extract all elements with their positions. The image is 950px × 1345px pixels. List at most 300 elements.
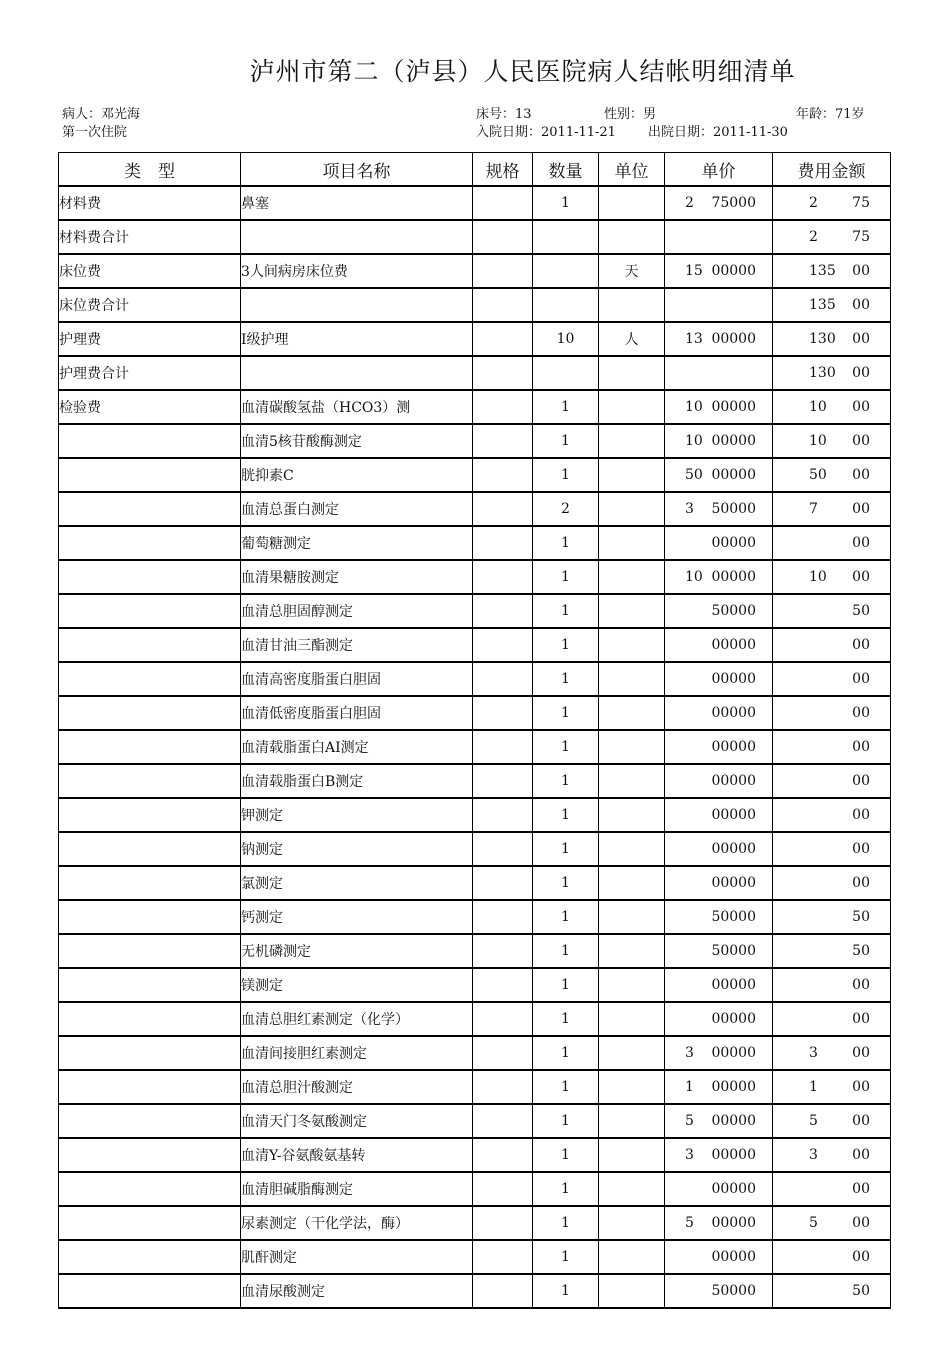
cell-item-name: 氯测定 bbox=[241, 866, 473, 900]
cell-qty: 1 bbox=[533, 1070, 599, 1104]
table-row bbox=[59, 1138, 891, 1172]
cell-item-name bbox=[241, 220, 473, 254]
cell-unit-price bbox=[665, 254, 773, 288]
price-integer: 5 bbox=[685, 1113, 694, 1129]
cell-type bbox=[59, 696, 241, 730]
cell-spec bbox=[473, 1206, 533, 1240]
cell-type bbox=[59, 424, 241, 458]
amount-fraction: 00 bbox=[852, 1249, 870, 1265]
cell-unit bbox=[599, 560, 665, 594]
table-row bbox=[59, 1070, 891, 1104]
price-fraction: 00000 bbox=[711, 433, 756, 449]
cell-type bbox=[59, 1274, 241, 1308]
cell-type bbox=[59, 1002, 241, 1036]
table-row bbox=[59, 186, 891, 220]
price-fraction: 00000 bbox=[711, 399, 756, 415]
cell-spec bbox=[473, 696, 533, 730]
cell-unit bbox=[599, 968, 665, 1002]
cell-item-name: 尿素测定（干化学法，酶） bbox=[241, 1206, 473, 1240]
cell-spec bbox=[473, 1002, 533, 1036]
cell-item-name: 鼻塞 bbox=[241, 186, 473, 220]
cell-type bbox=[59, 1172, 241, 1206]
cell-qty: 1 bbox=[533, 1274, 599, 1308]
cell-unit bbox=[599, 628, 665, 662]
cell-unit bbox=[599, 220, 665, 254]
amount-integer: 5 bbox=[809, 1113, 818, 1129]
header-unit: 单位 bbox=[599, 153, 665, 187]
patient-name: 病人：邓光海 bbox=[62, 107, 141, 122]
cell-amount bbox=[773, 1206, 891, 1240]
amount-fraction: 00 bbox=[852, 739, 870, 755]
cell-unit-price bbox=[665, 900, 773, 934]
cell-amount bbox=[773, 254, 891, 288]
amount-integer: 3 bbox=[809, 1147, 818, 1163]
cell-item-name: 血清Y-谷氨酸氨基转 bbox=[241, 1138, 473, 1172]
cell-unit bbox=[599, 1206, 665, 1240]
cell-amount bbox=[773, 832, 891, 866]
cell-qty: 1 bbox=[533, 1206, 599, 1240]
cell-amount bbox=[773, 866, 891, 900]
cell-type bbox=[59, 1138, 241, 1172]
price-fraction: 00000 bbox=[711, 671, 756, 687]
price-fraction: 00000 bbox=[711, 977, 756, 993]
cell-amount bbox=[773, 1104, 891, 1138]
cell-spec bbox=[473, 1172, 533, 1206]
cell-amount bbox=[773, 322, 891, 356]
amount-integer: 10 bbox=[809, 399, 827, 415]
cell-type bbox=[59, 934, 241, 968]
cell-spec bbox=[473, 560, 533, 594]
cell-qty bbox=[533, 356, 599, 390]
amount-fraction: 00 bbox=[852, 977, 870, 993]
amount-fraction: 00 bbox=[852, 705, 870, 721]
cell-qty: 10 bbox=[533, 322, 599, 356]
cell-amount bbox=[773, 934, 891, 968]
cell-qty: 1 bbox=[533, 594, 599, 628]
cell-qty: 1 bbox=[533, 900, 599, 934]
price-integer: 2 bbox=[685, 195, 694, 211]
price-fraction: 00000 bbox=[711, 1215, 756, 1231]
cell-amount bbox=[773, 220, 891, 254]
cell-item-name: 血清载脂蛋白AI测定 bbox=[241, 730, 473, 764]
cell-spec bbox=[473, 730, 533, 764]
cell-unit-price bbox=[665, 220, 773, 254]
price-integer: 3 bbox=[685, 1045, 694, 1061]
bill-table bbox=[58, 152, 891, 1309]
cell-qty: 1 bbox=[533, 968, 599, 1002]
cell-qty: 1 bbox=[533, 1172, 599, 1206]
amount-integer: 7 bbox=[809, 501, 818, 517]
cell-unit-price bbox=[665, 1206, 773, 1240]
amount-fraction: 75 bbox=[852, 195, 870, 211]
price-fraction: 00000 bbox=[711, 263, 756, 279]
cell-amount bbox=[773, 356, 891, 390]
cell-item-name: 血清果糖胺测定 bbox=[241, 560, 473, 594]
cell-unit bbox=[599, 492, 665, 526]
cell-item-name: 肌酐测定 bbox=[241, 1240, 473, 1274]
table-header-row bbox=[59, 153, 891, 187]
cell-spec bbox=[473, 934, 533, 968]
amount-integer: 10 bbox=[809, 569, 827, 585]
price-fraction: 00000 bbox=[711, 467, 756, 483]
cell-type bbox=[59, 798, 241, 832]
cell-amount bbox=[773, 730, 891, 764]
table-row bbox=[59, 1206, 891, 1240]
price-fraction: 00000 bbox=[711, 1045, 756, 1061]
cell-qty: 1 bbox=[533, 424, 599, 458]
cell-spec bbox=[473, 662, 533, 696]
cell-unit bbox=[599, 1036, 665, 1070]
price-fraction: 00000 bbox=[711, 569, 756, 585]
patient-gender: 性别：男 bbox=[604, 107, 657, 122]
amount-fraction: 50 bbox=[852, 1283, 870, 1299]
price-integer: 3 bbox=[685, 501, 694, 517]
cell-unit-price bbox=[665, 730, 773, 764]
cell-unit bbox=[599, 390, 665, 424]
table-row bbox=[59, 1104, 891, 1138]
cell-qty: 1 bbox=[533, 662, 599, 696]
cell-item-name: 血清甘油三酯测定 bbox=[241, 628, 473, 662]
cell-unit-price bbox=[665, 1104, 773, 1138]
cell-qty: 1 bbox=[533, 1240, 599, 1274]
cell-type bbox=[59, 458, 241, 492]
page-title: 泸州市第二（泸县）人民医院病人结帐明细清单 bbox=[249, 57, 796, 86]
amount-fraction: 00 bbox=[852, 535, 870, 551]
table-row bbox=[59, 696, 891, 730]
cell-spec bbox=[473, 764, 533, 798]
cell-type bbox=[59, 1240, 241, 1274]
cell-unit bbox=[599, 1002, 665, 1036]
cell-spec bbox=[473, 526, 533, 560]
amount-fraction: 00 bbox=[852, 1181, 870, 1197]
cell-qty: 1 bbox=[533, 628, 599, 662]
amount-fraction: 50 bbox=[852, 909, 870, 925]
cell-item-name: 血清碳酸氢盐（HCO3）测 bbox=[241, 390, 473, 424]
table-row bbox=[59, 934, 891, 968]
cell-item-name: 3人间病房床位费 bbox=[241, 254, 473, 288]
cell-spec bbox=[473, 628, 533, 662]
price-fraction: 50000 bbox=[711, 943, 756, 959]
cell-unit bbox=[599, 1172, 665, 1206]
amount-fraction: 00 bbox=[852, 365, 870, 381]
cell-unit bbox=[599, 696, 665, 730]
cell-unit bbox=[599, 798, 665, 832]
table-row bbox=[59, 798, 891, 832]
cell-qty bbox=[533, 254, 599, 288]
cell-spec bbox=[473, 866, 533, 900]
price-integer: 13 bbox=[685, 331, 703, 347]
cell-unit-price bbox=[665, 458, 773, 492]
cell-amount bbox=[773, 968, 891, 1002]
admit-date: 入院日期：2011-11-21 bbox=[476, 125, 616, 140]
cell-unit bbox=[599, 832, 665, 866]
table-row bbox=[59, 1172, 891, 1206]
cell-qty: 1 bbox=[533, 186, 599, 220]
price-fraction: 50000 bbox=[711, 603, 756, 619]
cell-unit bbox=[599, 1070, 665, 1104]
cell-unit bbox=[599, 1138, 665, 1172]
cell-item-name: 葡萄糖测定 bbox=[241, 526, 473, 560]
cell-unit: 天 bbox=[599, 254, 665, 288]
cell-qty: 1 bbox=[533, 1002, 599, 1036]
table-row bbox=[59, 1240, 891, 1274]
cell-amount bbox=[773, 1240, 891, 1274]
cell-amount bbox=[773, 1002, 891, 1036]
cell-amount bbox=[773, 764, 891, 798]
cell-item-name: 无机磷测定 bbox=[241, 934, 473, 968]
cell-unit bbox=[599, 934, 665, 968]
cell-item-name bbox=[241, 288, 473, 322]
cell-unit-price bbox=[665, 288, 773, 322]
cell-qty: 1 bbox=[533, 730, 599, 764]
price-fraction: 50000 bbox=[711, 909, 756, 925]
cell-type bbox=[59, 900, 241, 934]
cell-unit-price bbox=[665, 1274, 773, 1308]
cell-unit-price bbox=[665, 968, 773, 1002]
cell-qty: 1 bbox=[533, 1138, 599, 1172]
cell-spec bbox=[473, 424, 533, 458]
cell-qty: 1 bbox=[533, 866, 599, 900]
table-row bbox=[59, 356, 891, 390]
cell-unit-price bbox=[665, 186, 773, 220]
cell-unit-price bbox=[665, 356, 773, 390]
cell-type bbox=[59, 1104, 241, 1138]
cell-item-name: 血清总蛋白测定 bbox=[241, 492, 473, 526]
table-row bbox=[59, 492, 891, 526]
cell-qty: 1 bbox=[533, 696, 599, 730]
amount-integer: 2 bbox=[809, 195, 818, 211]
cell-spec bbox=[473, 1138, 533, 1172]
cell-unit-price bbox=[665, 424, 773, 458]
header-qty: 数量 bbox=[533, 153, 599, 187]
cell-amount bbox=[773, 458, 891, 492]
cell-item-name: I级护理 bbox=[241, 322, 473, 356]
price-fraction: 00000 bbox=[711, 1249, 756, 1265]
cell-spec bbox=[473, 798, 533, 832]
amount-fraction: 00 bbox=[852, 875, 870, 891]
table-row bbox=[59, 628, 891, 662]
amount-fraction: 00 bbox=[852, 1147, 870, 1163]
cell-type bbox=[59, 1206, 241, 1240]
cell-type bbox=[59, 628, 241, 662]
bill-body bbox=[59, 186, 891, 1308]
cell-unit bbox=[599, 900, 665, 934]
cell-unit bbox=[599, 730, 665, 764]
amount-fraction: 00 bbox=[852, 1011, 870, 1027]
cell-type: 床位费合计 bbox=[59, 288, 241, 322]
table-row bbox=[59, 832, 891, 866]
cell-spec bbox=[473, 458, 533, 492]
table-row bbox=[59, 764, 891, 798]
cell-unit-price bbox=[665, 560, 773, 594]
price-integer: 10 bbox=[685, 433, 703, 449]
cell-item-name: 血清5核苷酸酶测定 bbox=[241, 424, 473, 458]
cell-item-name: 血清总胆固醇测定 bbox=[241, 594, 473, 628]
cell-amount bbox=[773, 288, 891, 322]
amount-fraction: 00 bbox=[852, 297, 870, 313]
header-spec: 规格 bbox=[473, 153, 533, 187]
table-row bbox=[59, 968, 891, 1002]
cell-unit bbox=[599, 594, 665, 628]
price-integer: 50 bbox=[685, 467, 703, 483]
price-fraction: 00000 bbox=[711, 875, 756, 891]
cell-type: 护理费合计 bbox=[59, 356, 241, 390]
cell-type: 材料费合计 bbox=[59, 220, 241, 254]
table-row bbox=[59, 730, 891, 764]
cell-qty: 1 bbox=[533, 458, 599, 492]
amount-fraction: 50 bbox=[852, 943, 870, 959]
cell-type: 床位费 bbox=[59, 254, 241, 288]
cell-spec bbox=[473, 594, 533, 628]
cell-amount bbox=[773, 560, 891, 594]
price-fraction: 00000 bbox=[711, 705, 756, 721]
cell-item-name bbox=[241, 356, 473, 390]
price-integer: 15 bbox=[685, 263, 703, 279]
cell-qty bbox=[533, 220, 599, 254]
cell-amount bbox=[773, 696, 891, 730]
cell-qty: 1 bbox=[533, 560, 599, 594]
cell-qty: 1 bbox=[533, 764, 599, 798]
price-fraction: 00000 bbox=[711, 1181, 756, 1197]
cell-amount bbox=[773, 798, 891, 832]
cell-spec bbox=[473, 390, 533, 424]
cell-amount bbox=[773, 900, 891, 934]
amount-integer: 3 bbox=[809, 1045, 818, 1061]
cell-item-name: 血清胆碱脂酶测定 bbox=[241, 1172, 473, 1206]
amount-fraction: 75 bbox=[852, 229, 870, 245]
cell-amount bbox=[773, 390, 891, 424]
amount-fraction: 00 bbox=[852, 263, 870, 279]
cell-unit-price bbox=[665, 492, 773, 526]
table-row bbox=[59, 560, 891, 594]
price-integer: 1 bbox=[685, 1079, 694, 1095]
cell-type bbox=[59, 764, 241, 798]
amount-fraction: 00 bbox=[852, 671, 870, 687]
cell-spec bbox=[473, 832, 533, 866]
cell-unit-price bbox=[665, 594, 773, 628]
cell-unit-price bbox=[665, 1036, 773, 1070]
cell-unit-price bbox=[665, 322, 773, 356]
cell-unit-price bbox=[665, 1240, 773, 1274]
discharge-date: 出院日期：2011-11-30 bbox=[648, 125, 788, 140]
price-fraction: 50000 bbox=[711, 1283, 756, 1299]
cell-qty bbox=[533, 288, 599, 322]
cell-item-name: 钙测定 bbox=[241, 900, 473, 934]
cell-unit: 人 bbox=[599, 322, 665, 356]
cell-item-name: 血清载脂蛋白B测定 bbox=[241, 764, 473, 798]
cell-unit bbox=[599, 866, 665, 900]
cell-type bbox=[59, 492, 241, 526]
patient-age: 年龄：71岁 bbox=[796, 107, 865, 122]
cell-unit-price bbox=[665, 390, 773, 424]
cell-type bbox=[59, 594, 241, 628]
cell-spec bbox=[473, 1070, 533, 1104]
cell-type: 材料费 bbox=[59, 186, 241, 220]
amount-integer: 10 bbox=[809, 433, 827, 449]
cell-unit-price bbox=[665, 628, 773, 662]
cell-unit-price bbox=[665, 1002, 773, 1036]
header-price: 单价 bbox=[665, 153, 773, 187]
amount-fraction: 00 bbox=[852, 569, 870, 585]
cell-amount bbox=[773, 526, 891, 560]
cell-qty: 1 bbox=[533, 798, 599, 832]
price-fraction: 00000 bbox=[711, 535, 756, 551]
amount-fraction: 00 bbox=[852, 399, 870, 415]
cell-spec bbox=[473, 900, 533, 934]
table-row bbox=[59, 1002, 891, 1036]
cell-type bbox=[59, 526, 241, 560]
cell-spec bbox=[473, 1036, 533, 1070]
header-type: 类 型 bbox=[59, 153, 241, 187]
amount-integer: 50 bbox=[809, 467, 827, 483]
amount-fraction: 00 bbox=[852, 1113, 870, 1129]
table-row bbox=[59, 662, 891, 696]
cell-unit-price bbox=[665, 1172, 773, 1206]
amount-fraction: 00 bbox=[852, 331, 870, 347]
amount-fraction: 00 bbox=[852, 841, 870, 857]
cell-qty: 1 bbox=[533, 390, 599, 424]
amount-fraction: 50 bbox=[852, 603, 870, 619]
amount-fraction: 00 bbox=[852, 1215, 870, 1231]
amount-integer: 130 bbox=[809, 331, 836, 347]
price-fraction: 00000 bbox=[711, 1079, 756, 1095]
cell-unit bbox=[599, 288, 665, 322]
price-integer: 10 bbox=[685, 399, 703, 415]
cell-spec bbox=[473, 254, 533, 288]
cell-type bbox=[59, 968, 241, 1002]
cell-spec bbox=[473, 322, 533, 356]
price-fraction: 00000 bbox=[711, 1147, 756, 1163]
price-fraction: 00000 bbox=[711, 807, 756, 823]
amount-integer: 5 bbox=[809, 1215, 818, 1231]
price-integer: 10 bbox=[685, 569, 703, 585]
cell-spec bbox=[473, 356, 533, 390]
cell-spec bbox=[473, 220, 533, 254]
price-fraction: 00000 bbox=[711, 1011, 756, 1027]
cell-spec bbox=[473, 1240, 533, 1274]
cell-item-name: 血清间接胆红素测定 bbox=[241, 1036, 473, 1070]
price-fraction: 50000 bbox=[711, 501, 756, 517]
cell-amount bbox=[773, 1036, 891, 1070]
cell-type bbox=[59, 1036, 241, 1070]
cell-unit bbox=[599, 424, 665, 458]
cell-amount bbox=[773, 1172, 891, 1206]
cell-type: 检验费 bbox=[59, 390, 241, 424]
cell-amount bbox=[773, 492, 891, 526]
cell-unit-price bbox=[665, 1070, 773, 1104]
header-amount: 费用金额 bbox=[773, 153, 891, 187]
cell-amount bbox=[773, 594, 891, 628]
cell-qty: 1 bbox=[533, 934, 599, 968]
cell-unit bbox=[599, 356, 665, 390]
table-row bbox=[59, 288, 891, 322]
cell-amount bbox=[773, 424, 891, 458]
cell-unit-price bbox=[665, 696, 773, 730]
amount-integer: 135 bbox=[809, 263, 836, 279]
cell-qty: 1 bbox=[533, 832, 599, 866]
table-row bbox=[59, 1274, 891, 1308]
amount-fraction: 00 bbox=[852, 1079, 870, 1095]
amount-fraction: 00 bbox=[852, 807, 870, 823]
cell-unit bbox=[599, 764, 665, 798]
cell-spec bbox=[473, 1274, 533, 1308]
table-row bbox=[59, 1036, 891, 1070]
cell-unit bbox=[599, 1274, 665, 1308]
amount-fraction: 00 bbox=[852, 467, 870, 483]
price-fraction: 00000 bbox=[711, 773, 756, 789]
cell-amount bbox=[773, 662, 891, 696]
cell-unit-price bbox=[665, 866, 773, 900]
